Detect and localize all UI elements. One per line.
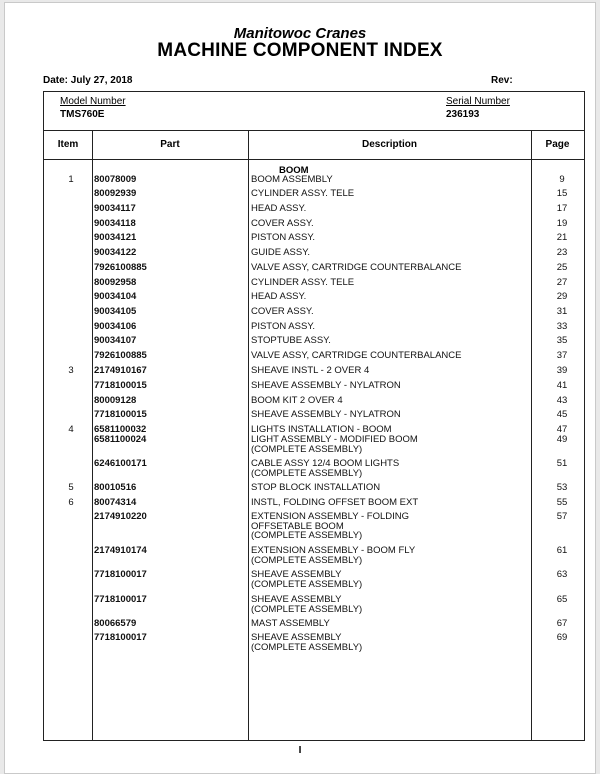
row-part-number: 80009128 xyxy=(94,395,137,406)
row-part-number: 2174910220 xyxy=(94,511,147,522)
section-heading: BOOM xyxy=(279,165,309,176)
row-page-number: 43 xyxy=(556,395,568,406)
row-description: COVER ASSY. xyxy=(251,306,314,317)
row-part-number: 90034104 xyxy=(94,291,137,302)
column-header-description: Description xyxy=(361,139,417,150)
row-description: STOPTUBE ASSY. xyxy=(251,335,331,346)
row-description: MAST ASSEMBLY xyxy=(251,618,330,629)
row-description: GUIDE ASSY. xyxy=(251,247,310,258)
row-page-number: 35 xyxy=(556,335,568,346)
row-page-number: 65 xyxy=(556,594,568,605)
document-page xyxy=(4,2,596,774)
row-part-number: 80074314 xyxy=(94,497,137,508)
column-divider xyxy=(531,131,532,741)
model-number-label: Model Number xyxy=(60,96,126,107)
row-page-number: 45 xyxy=(556,409,568,420)
column-header-page: Page xyxy=(545,139,570,150)
rev-label: Rev: xyxy=(491,75,513,86)
row-description: BOOM KIT 2 OVER 4 xyxy=(251,395,343,406)
row-part-number: 90034105 xyxy=(94,306,137,317)
row-item-number: 1 xyxy=(68,174,74,185)
row-description: SHEAVE ASSEMBLY - NYLATRON xyxy=(251,380,401,391)
row-description: EXTENSION ASSEMBLY - FOLDING OFFSETABLE BOOM (COMPLETE ASSEMBLY) xyxy=(251,511,410,541)
row-page-number: 41 xyxy=(556,380,568,391)
row-part-number: 7718100017 xyxy=(94,569,147,580)
row-page-number: 51 xyxy=(556,458,568,469)
row-description: SHEAVE ASSEMBLY (COMPLETE ASSEMBLY) xyxy=(251,632,363,653)
page-title: MACHINE COMPONENT INDEX xyxy=(157,40,443,61)
row-description: CYLINDER ASSY. TELE xyxy=(251,277,355,288)
row-part-number: 80010516 xyxy=(94,482,137,493)
row-page-number: 21 xyxy=(556,232,568,243)
row-part-number: 80092958 xyxy=(94,277,137,288)
row-part-number: 90034121 xyxy=(94,232,137,243)
serial-number-value: 236193 xyxy=(446,109,480,120)
row-page-number: 23 xyxy=(556,247,568,258)
row-description: SHEAVE ASSEMBLY (COMPLETE ASSEMBLY) xyxy=(251,594,363,615)
header-divider xyxy=(44,159,584,160)
row-description: INSTL, FOLDING OFFSET BOOM EXT xyxy=(251,497,419,508)
row-page-number: 31 xyxy=(556,306,568,317)
row-page-number: 63 xyxy=(556,569,568,580)
row-page-number: 55 xyxy=(556,497,568,508)
row-page-number: 53 xyxy=(556,482,568,493)
row-description: HEAD ASSY. xyxy=(251,291,307,302)
index-table-box xyxy=(43,91,585,741)
row-part-number: 6581100024 xyxy=(94,434,147,445)
column-divider xyxy=(248,131,249,741)
row-page-number: 57 xyxy=(556,511,568,522)
row-part-number: 90034107 xyxy=(94,335,137,346)
row-item-number: 4 xyxy=(68,424,74,435)
row-description: SHEAVE INSTL - 2 OVER 4 xyxy=(251,365,370,376)
row-description: COVER ASSY. xyxy=(251,218,314,229)
row-page-number: 15 xyxy=(556,188,568,199)
row-part-number: 90034106 xyxy=(94,321,137,332)
row-description: BOOM ASSEMBLY xyxy=(251,174,333,185)
row-page-number: 49 xyxy=(556,434,568,445)
row-description: SHEAVE ASSEMBLY - NYLATRON xyxy=(251,409,401,420)
row-part-number: 6581100032 xyxy=(94,424,147,435)
row-page-number: 39 xyxy=(556,365,568,376)
row-description: PISTON ASSY. xyxy=(251,232,316,243)
row-part-number: 90034118 xyxy=(94,218,136,229)
row-description: CABLE ASSY 12/4 BOOM LIGHTS (COMPLETE ASSEMBLY) xyxy=(251,458,400,479)
row-page-number: 27 xyxy=(556,277,568,288)
row-part-number: 7718100017 xyxy=(94,594,147,605)
row-part-number: 7718100015 xyxy=(94,409,147,420)
row-page-number: 17 xyxy=(556,203,568,214)
row-item-number: 6 xyxy=(68,497,74,508)
row-page-number: 69 xyxy=(556,632,568,643)
row-description: HEAD ASSY. xyxy=(251,203,307,214)
serial-number-label: Serial Number xyxy=(446,96,510,107)
row-part-number: 2174910167 xyxy=(94,365,147,376)
row-item-number: 3 xyxy=(68,365,74,376)
row-description: SHEAVE ASSEMBLY (COMPLETE ASSEMBLY) xyxy=(251,569,363,590)
row-page-number: 9 xyxy=(559,174,565,185)
row-description: STOP BLOCK INSTALLATION xyxy=(251,482,381,493)
row-description: LIGHTS INSTALLATION - BOOM xyxy=(251,424,392,435)
row-page-number: 25 xyxy=(556,262,568,273)
page-number: I xyxy=(298,745,302,756)
row-page-number: 19 xyxy=(556,218,568,229)
row-part-number: 90034117 xyxy=(94,203,136,214)
row-part-number: 2174910174 xyxy=(94,545,147,556)
row-description: VALVE ASSY, CARTRIDGE COUNTERBALANCE xyxy=(251,350,462,361)
row-description: EXTENSION ASSEMBLY - BOOM FLY (COMPLETE ASSEMBLY) xyxy=(251,545,416,566)
row-page-number: 61 xyxy=(556,545,568,556)
date-label: Date: July 27, 2018 xyxy=(43,75,133,86)
column-header-item: Item xyxy=(57,139,79,150)
row-part-number: 90034122 xyxy=(94,247,137,258)
row-page-number: 29 xyxy=(556,291,568,302)
row-part-number: 6246100171 xyxy=(94,458,147,469)
row-part-number: 7718100015 xyxy=(94,380,147,391)
row-part-number: 7926100885 xyxy=(94,350,147,361)
row-description: VALVE ASSY, CARTRIDGE COUNTERBALANCE xyxy=(251,262,462,273)
row-description: CYLINDER ASSY. TELE xyxy=(251,188,355,199)
row-part-number: 80078009 xyxy=(94,174,137,185)
row-part-number: 7926100885 xyxy=(94,262,147,273)
row-page-number: 37 xyxy=(556,350,568,361)
brand-name: Manitowoc Cranes xyxy=(233,25,367,42)
component-table xyxy=(44,130,584,741)
row-part-number: 80066579 xyxy=(94,618,137,629)
row-description: LIGHT ASSEMBLY - MODIFIED BOOM (COMPLETE ASSEMBLY) xyxy=(251,434,418,455)
row-item-number: 5 xyxy=(68,482,74,493)
row-page-number: 47 xyxy=(556,424,568,435)
model-number-value: TMS760E xyxy=(60,109,105,120)
row-description: PISTON ASSY. xyxy=(251,321,316,332)
row-part-number: 7718100017 xyxy=(94,632,147,643)
row-part-number: 80092939 xyxy=(94,188,137,199)
column-divider xyxy=(92,131,93,741)
row-page-number: 33 xyxy=(556,321,568,332)
column-header-part: Part xyxy=(160,139,180,150)
row-page-number: 67 xyxy=(556,618,568,629)
